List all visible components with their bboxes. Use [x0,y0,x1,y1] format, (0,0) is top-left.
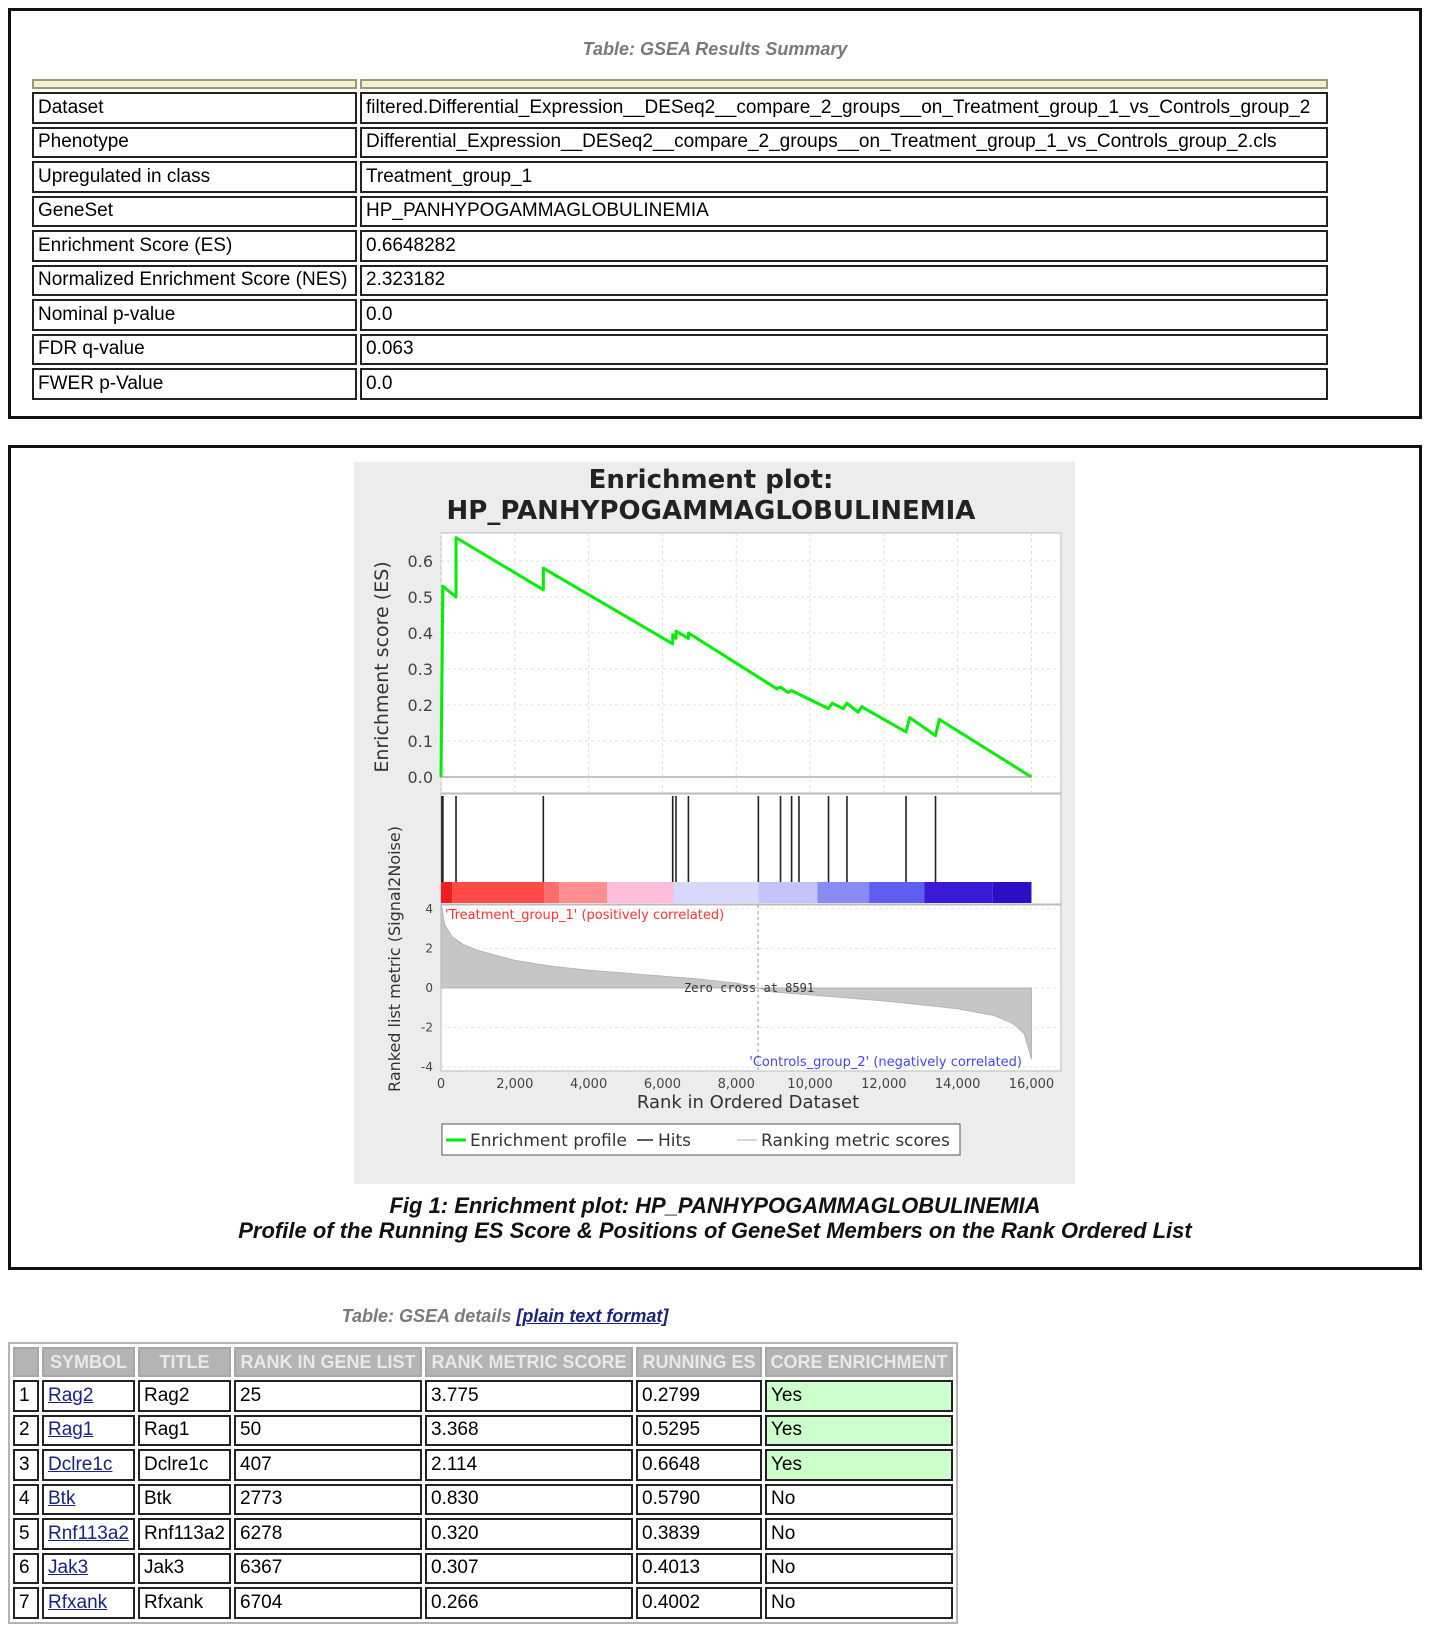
details-cell-rank: 50 [234,1415,422,1447]
details-table-body [13,1380,953,1619]
figure-caption [11,1193,1419,1243]
x-tick-label: 2,000 [496,1077,534,1092]
details-cell-title: Btk [138,1484,231,1516]
summary-header-row [32,79,1328,89]
details-cell-score: 3.775 [425,1380,633,1412]
summary-value: Differential_Expression__DESeq2__compare_2_groups__on_Treatment_group_1_vs_Controls_group_2.cls [360,127,1328,159]
plain-text-format-link[interactable]: [plain text format] [516,1306,669,1326]
table-row [13,1518,953,1550]
details-cell-rank: 2773 [234,1484,422,1516]
details-cell-score: 2.114 [425,1449,633,1481]
summary-key: Nominal p-value [32,299,357,331]
details-cell-es: 0.5295 [636,1415,762,1447]
heatmap-segment [993,882,1032,903]
summary-key: FWER p-Value [32,368,357,400]
details-cell-title: Rag1 [138,1415,231,1447]
summary-value: 0.6648282 [360,230,1328,262]
figure-caption-line2: Profile of the Running ES Score & Positions of GeneSet Members on the Rank Ordered List [238,1218,1192,1243]
summary-key: FDR q-value [32,334,357,366]
details-cell-n: 5 [13,1518,39,1550]
summary-key: Dataset [32,92,357,124]
table-row [13,1449,953,1481]
gene-symbol-link[interactable]: Rnf113a2 [48,1522,129,1544]
details-cell-title: Rnf113a2 [138,1518,231,1550]
details-cell-rank: 25 [234,1380,422,1412]
details-cell-core: Yes [765,1415,953,1447]
plot-title-line2: HP_PANHYPOGAMMAGLOBULINEMIA [446,496,976,526]
details-column-header: RANK METRIC SCORE [425,1347,633,1377]
es-y-tick-label: 0.5 [407,588,433,607]
details-column-header: RANK IN GENE LIST [234,1347,422,1377]
table-row [13,1484,953,1516]
es-y-tick-label: 0.6 [407,552,433,571]
heatmap-segment [559,882,607,903]
ranking-heatmap [441,882,1031,903]
gene-symbol-link[interactable]: Dclre1c [48,1453,113,1475]
metric-y-tick-label: -4 [421,1060,433,1075]
metric-y-tick-label: 0 [425,981,433,995]
zero-cross-label: Zero cross at 8591 [684,981,815,995]
es-y-tick-label: 0.0 [407,768,433,787]
gene-symbol-cell [42,1449,135,1481]
es-y-axis-label: Enrichment score (ES) [371,561,393,773]
details-cell-title: Rag2 [138,1380,231,1412]
table-row [13,1553,953,1585]
summary-value: filtered.Differential_Expression__DESeq2__compare_2_groups__on_Treatment_group_1_vs_Controls_group_2 [360,92,1328,124]
x-ticks [437,1077,1054,1092]
details-cell-core: Yes [765,1449,953,1481]
summary-row [32,299,1328,331]
details-cell-score: 0.830 [425,1484,633,1516]
gene-symbol-cell [42,1380,135,1412]
x-tick-label: 8,000 [717,1077,755,1092]
details-caption [0,1306,1010,1327]
plot-title-line1: Enrichment plot: [588,465,834,495]
details-cell-core: No [765,1587,953,1619]
positive-class-label: 'Treatment_group_1' (positively correlated) [445,908,725,923]
summary-row [32,334,1328,366]
details-cell-n: 4 [13,1484,39,1516]
gene-symbol-link[interactable]: Rag2 [48,1384,94,1406]
summary-table-body [32,79,1328,400]
summary-row [32,368,1328,400]
metric-y-tick-label: 4 [425,901,433,916]
details-cell-rank: 6367 [234,1553,422,1585]
gene-symbol-link[interactable]: Rfxank [48,1591,108,1613]
summary-value: Treatment_group_1 [360,161,1328,193]
details-cell-core: No [765,1553,953,1585]
enrichment-figure-panel [8,445,1422,1270]
es-y-tick-label: 0.4 [407,624,433,643]
summary-header-cell [360,79,1328,89]
summary-row [32,265,1328,297]
summary-value: 0.0 [360,368,1328,400]
legend-es-label: Enrichment profile [470,1131,627,1151]
summary-key: Upregulated in class [32,161,357,193]
details-cell-es: 0.3839 [636,1518,762,1550]
summary-caption: Table: GSEA Results Summary [582,39,848,59]
details-cell-es: 0.4013 [636,1553,762,1585]
table-row [13,1415,953,1447]
details-cell-core: No [765,1518,953,1550]
details-cell-es: 0.5790 [636,1484,762,1516]
x-tick-label: 0 [436,1077,446,1092]
details-cell-es: 0.2799 [636,1380,762,1412]
details-caption-text: Table: GSEA details [341,1306,517,1326]
details-cell-es: 0.6648 [636,1449,762,1481]
summary-row [32,230,1328,262]
x-tick-label: 16,000 [1008,1077,1055,1092]
legend-hits-label: Hits [658,1131,692,1151]
details-cell-n: 1 [13,1380,39,1412]
es-y-tick-label: 0.1 [407,732,433,751]
gene-symbol-cell [42,1415,135,1447]
gene-symbol-cell [42,1587,135,1619]
details-cell-core: Yes [765,1380,953,1412]
x-tick-label: 12,000 [861,1077,907,1092]
x-tick-label: 6,000 [643,1077,682,1092]
details-cell-title: Rfxank [138,1587,231,1619]
details-cell-rank: 6278 [234,1518,422,1550]
gene-symbol-cell [42,1484,135,1516]
summary-header-cell [32,79,357,89]
heatmap-segment [544,882,559,903]
details-cell-es: 0.4002 [636,1587,762,1619]
x-tick-label: 14,000 [934,1077,981,1092]
details-cell-n: 6 [13,1553,39,1585]
heatmap-segment [674,882,759,903]
heatmap-segment [758,882,817,903]
heatmap-segment [817,882,869,903]
summary-row [32,196,1328,228]
details-cell-rank: 6704 [234,1587,422,1619]
gene-symbol-link[interactable]: Rag1 [48,1419,94,1441]
metric-y-axis-label: Ranked list metric (Signal2Noise) [385,826,404,1092]
details-cell-n: 3 [13,1449,39,1481]
x-tick-label: 10,000 [787,1077,833,1092]
details-cell-score: 0.266 [425,1587,633,1619]
metric-y-tick-label: -2 [421,1020,433,1035]
gsea-details-table [8,1342,958,1624]
figure-caption-line1: Fig 1: Enrichment plot: HP_PANHYPOGAMMAGLOBULINEMIA [389,1193,1041,1218]
table-row [13,1380,953,1412]
details-cell-score: 0.307 [425,1553,633,1585]
gene-symbol-link[interactable]: Btk [48,1488,76,1510]
details-column-header: CORE ENRICHMENT [765,1347,953,1377]
metric-y-tick-label: 2 [425,941,433,956]
x-axis-label: Rank in Ordered Dataset [636,1092,860,1113]
es-plot-area [441,533,1061,793]
heatmap-segment [452,882,544,903]
legend-metric-label: Ranking metric scores [761,1131,950,1151]
details-cell-title: Dclre1c [138,1449,231,1481]
details-cell-title: Jak3 [138,1553,231,1585]
heatmap-segment [924,882,992,903]
es-y-ticks [408,552,433,787]
summary-row [32,127,1328,159]
summary-key: Enrichment Score (ES) [32,230,357,262]
x-tick-label: 4,000 [570,1077,608,1092]
details-cell-rank: 407 [234,1449,422,1481]
summary-row [32,161,1328,193]
details-cell-core: No [765,1484,953,1516]
details-cell-score: 0.320 [425,1518,633,1550]
es-y-tick-label: 0.3 [407,660,433,679]
es-y-tick-label: 0.2 [407,696,433,715]
summary-value: 0.063 [360,334,1328,366]
details-header-row [13,1347,953,1377]
gene-symbol-link[interactable]: Jak3 [48,1557,89,1579]
details-column-header [13,1347,39,1377]
heatmap-segment [607,882,673,903]
summary-value: 2.323182 [360,265,1328,297]
heatmap-segment [869,882,924,903]
summary-key: Normalized Enrichment Score (NES) [32,265,357,297]
table-row [13,1587,953,1619]
negative-class-label: 'Controls_group_2' (negatively correlated) [749,1055,1022,1070]
details-column-header: TITLE [138,1347,231,1377]
details-cell-n: 2 [13,1415,39,1447]
heatmap-segment [441,882,452,903]
summary-key: GeneSet [32,196,357,228]
summary-key: Phenotype [32,127,357,159]
details-column-header: SYMBOL [42,1347,135,1377]
enrichment-plot-svg [354,462,1075,1184]
details-cell-n: 7 [13,1587,39,1619]
summary-row [32,92,1328,124]
enrichment-plot [354,462,1075,1184]
gsea-summary-panel [8,8,1422,419]
details-cell-score: 3.368 [425,1415,633,1447]
summary-value: HP_PANHYPOGAMMAGLOBULINEMIA [360,196,1328,228]
gene-symbol-cell [42,1553,135,1585]
details-column-header: RUNNING ES [636,1347,762,1377]
gene-symbol-cell [42,1518,135,1550]
summary-value: 0.0 [360,299,1328,331]
gsea-summary-table [29,76,1331,403]
